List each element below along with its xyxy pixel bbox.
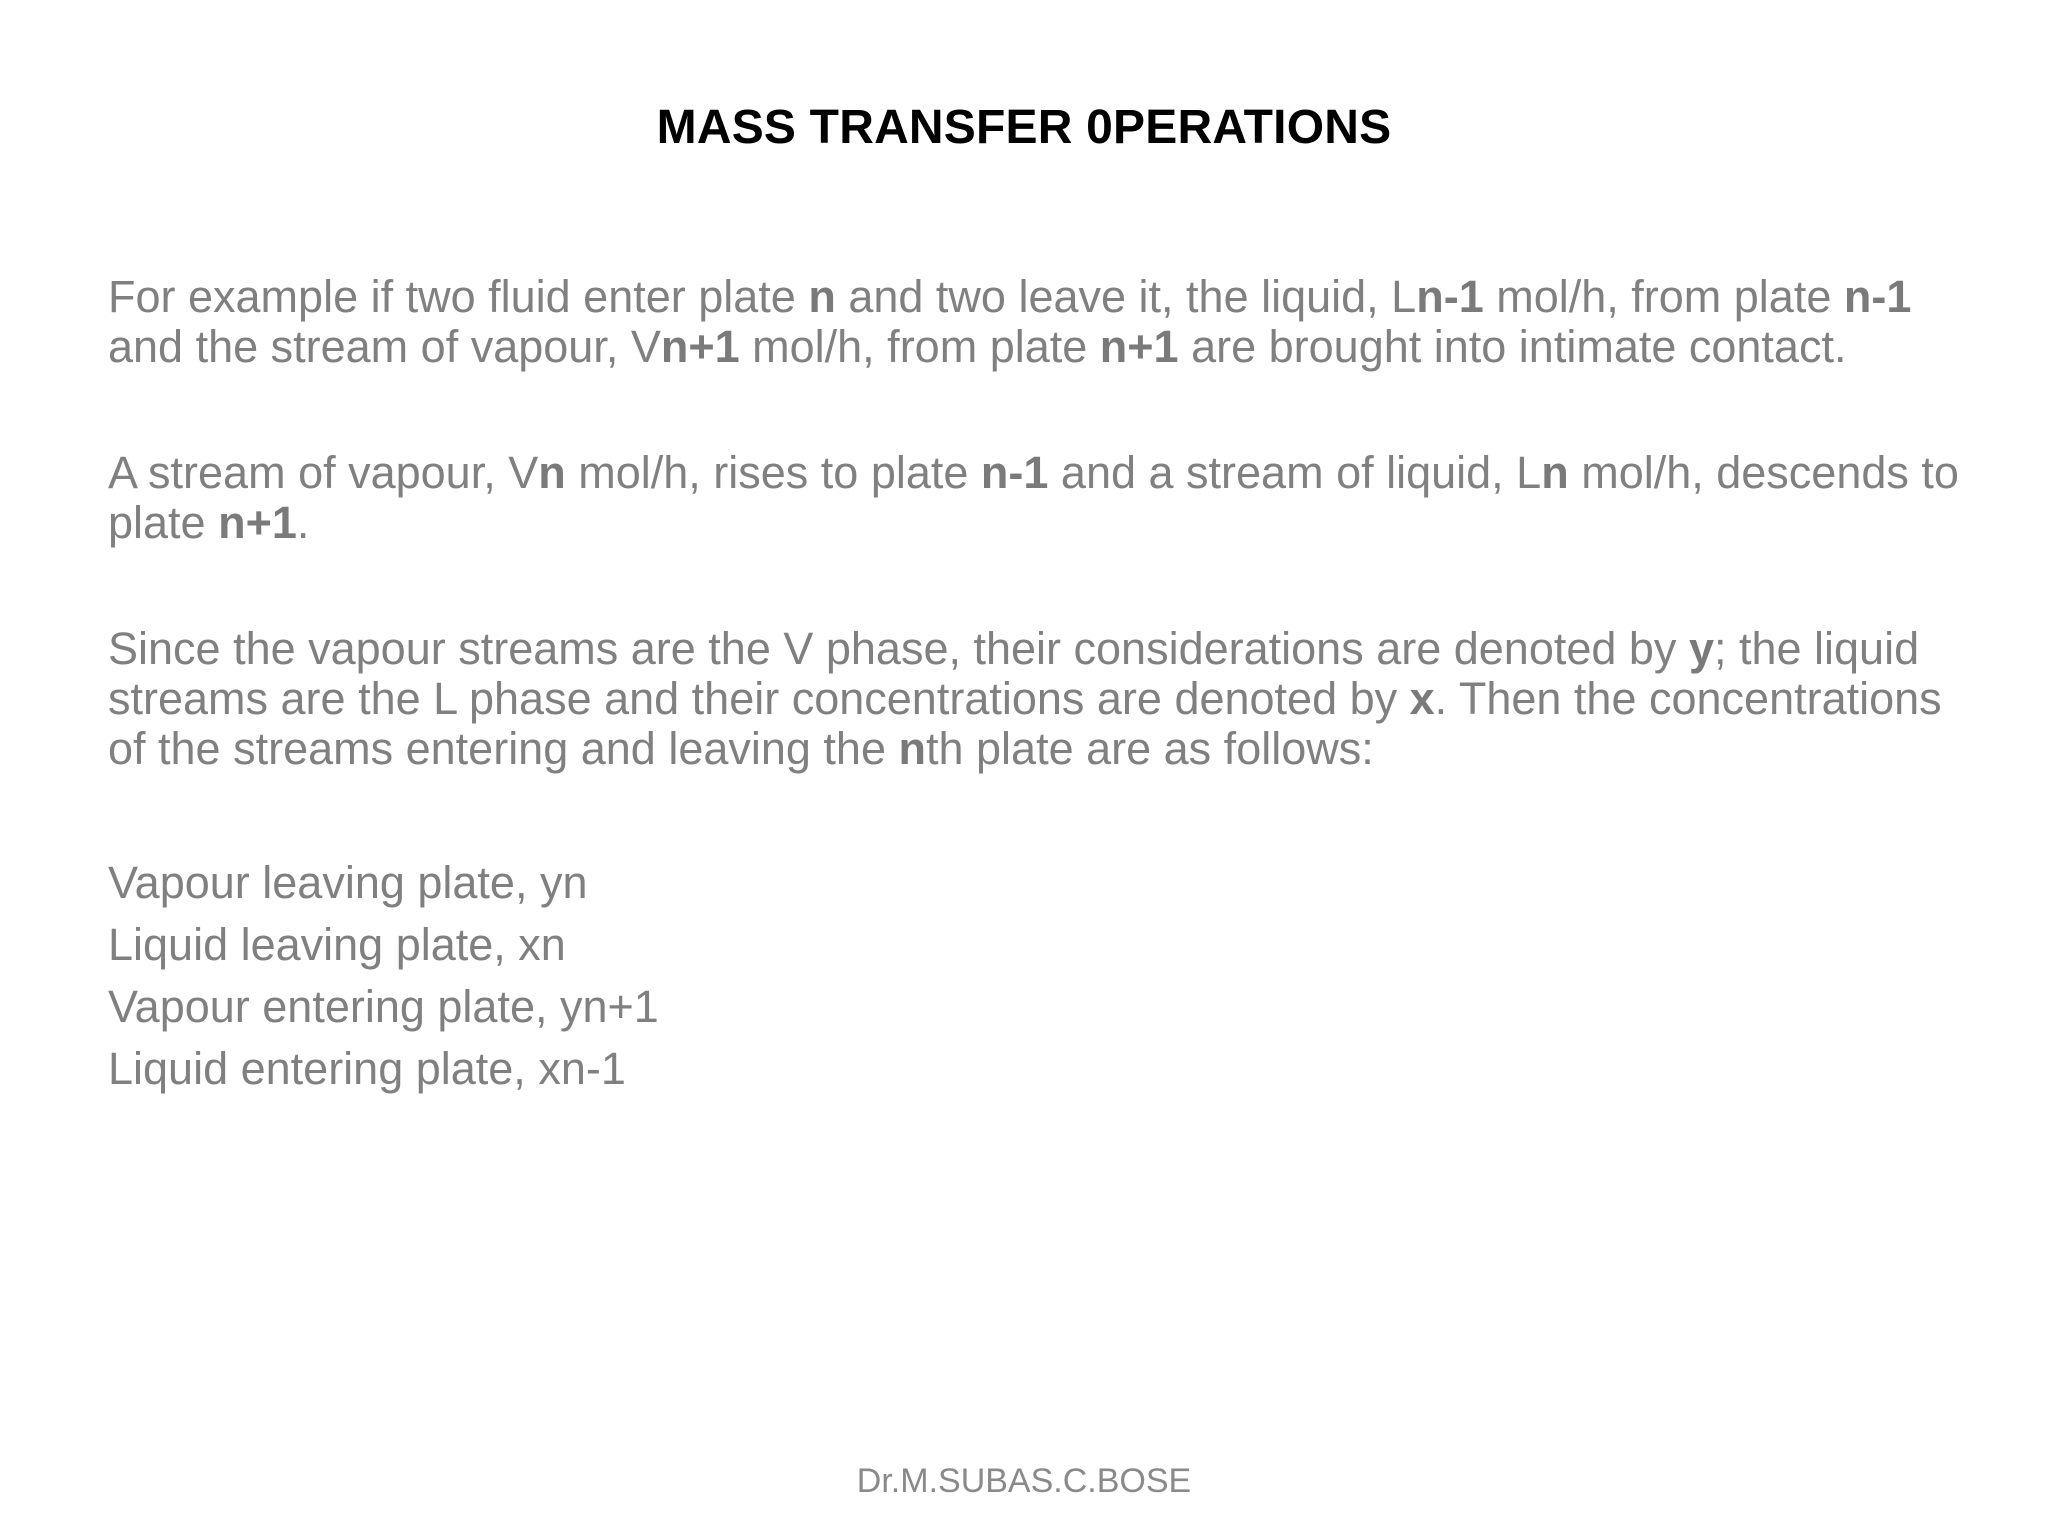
text-run: For example if two fluid enter plate <box>108 271 809 322</box>
bold-run: n <box>538 447 566 498</box>
list-item: Liquid entering plate, xn-1 <box>108 1043 626 1094</box>
list-item: Liquid leaving plate, xn <box>108 919 566 970</box>
bold-run: n-1 <box>1416 271 1484 322</box>
text-run: Since the vapour streams are the V phase, their considerations are denoted by <box>108 623 1689 674</box>
bold-run: y <box>1688 623 1714 674</box>
text-run: A stream of vapour, V <box>108 447 539 498</box>
text-run: and the stream of vapour, V <box>108 321 661 372</box>
bold-run: n-1 <box>1843 271 1912 322</box>
bold-run: n <box>898 723 926 774</box>
bold-run: n-1 <box>980 447 1049 498</box>
paragraph-3 <box>108 624 1988 774</box>
text-run: mol/h, rises to plate <box>565 447 981 498</box>
bold-run: n+1 <box>218 497 297 548</box>
slide-title: MASS TRANSFER 0PERATIONS <box>656 101 1392 154</box>
list-item: Vapour leaving plate, yn <box>108 857 588 908</box>
text-run: th plate are as follows: <box>926 723 1374 774</box>
list-item: Vapour entering plate, yn+1 <box>108 981 659 1032</box>
text-run: are brought into intimate contact. <box>1178 321 1847 372</box>
text-run: mol/h, from plate <box>739 321 1100 372</box>
slide-body <box>108 272 1988 1100</box>
author-footer: Dr.M.SUBAS.C.BOSE <box>856 1462 1192 1500</box>
paragraph-1 <box>108 272 1988 372</box>
concentration-list <box>108 852 1988 1100</box>
text-run: mol/h, from plate <box>1483 271 1844 322</box>
paragraph-2 <box>108 448 1988 548</box>
text-run: ; the liquid streams are the L phase and their concentrations are denoted by <box>108 623 1920 724</box>
bold-run: n+1 <box>660 321 740 372</box>
bold-run: n <box>808 271 836 322</box>
text-run: . <box>296 497 310 548</box>
bold-run: n <box>1541 447 1569 498</box>
text-run: and two leave it, the liquid, L <box>835 271 1417 322</box>
text-run: and a stream of liquid, L <box>1048 447 1542 498</box>
bold-run: n+1 <box>1099 321 1179 372</box>
bold-run: x <box>1409 673 1435 724</box>
text-run: mol/h, descends to plate <box>108 447 1959 548</box>
text-run: . Then the concentrations of the streams entering and leaving the <box>108 673 1942 774</box>
